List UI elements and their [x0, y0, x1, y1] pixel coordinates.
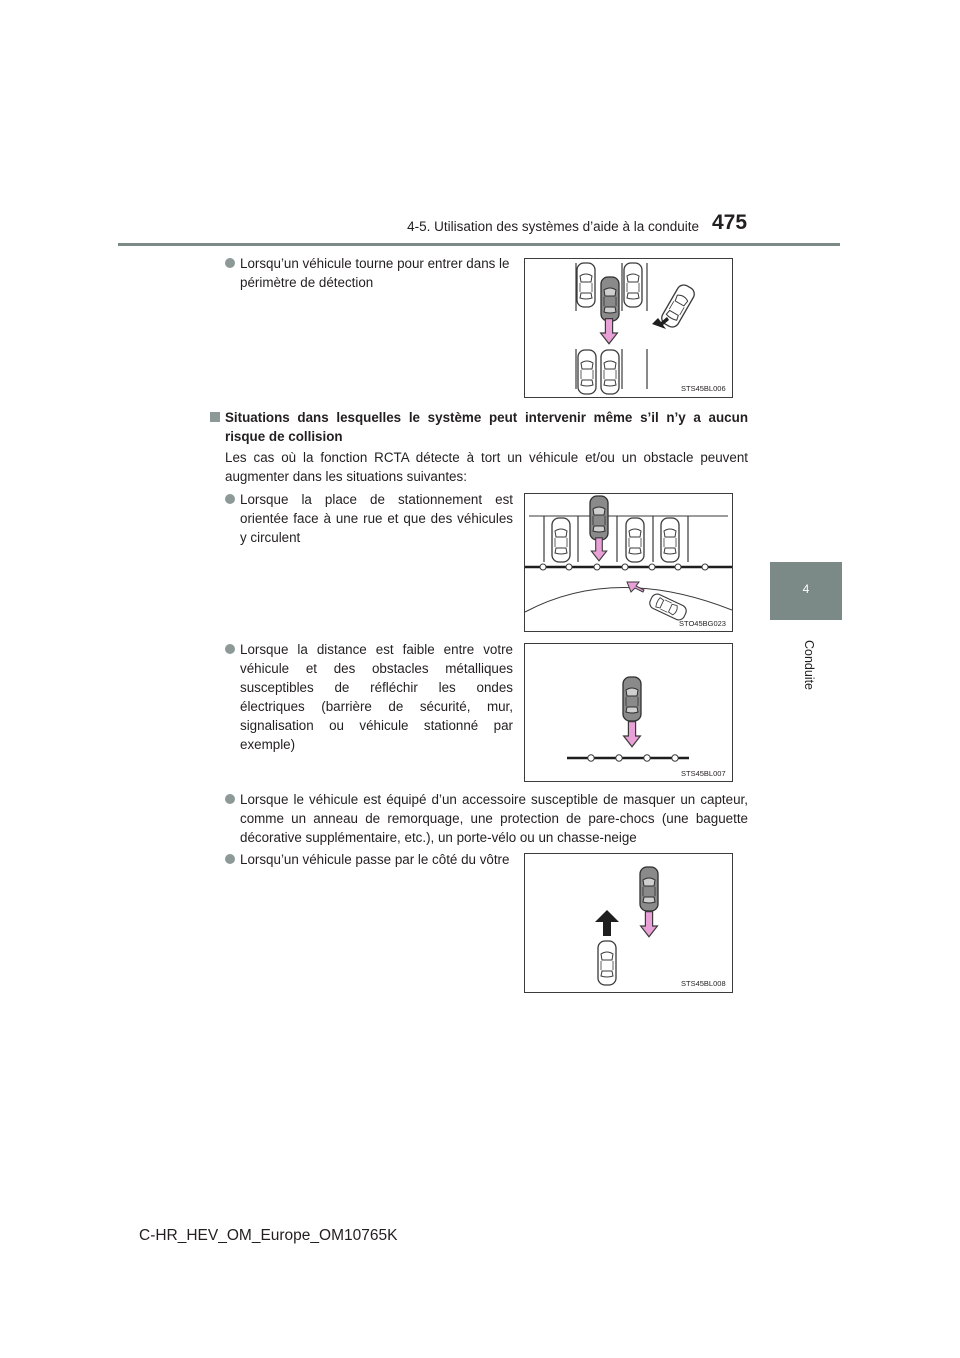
figure-street-parking: [524, 493, 733, 632]
bullet-item-metal: [225, 640, 513, 754]
bullet-dot-icon: [225, 494, 235, 504]
figure-code: STS45BL006: [681, 384, 726, 393]
section-title: 4-5. Utilisation des systèmes d’aide à la conduite: [407, 219, 699, 234]
chapter-side-label: Conduite: [802, 639, 816, 691]
bullet-dot-icon: [225, 854, 235, 864]
figure-turning-illustration: [525, 259, 732, 397]
bullet-text: Lorsque le véhicule est équipé d’un accessoire susceptible de masquer un capteur, comme un anneau de remorquage, une protection de pare-chocs (une baguette décorative supplémentaire, etc.), un porte-vélo ou un chasse-neige: [240, 792, 748, 845]
bullet-dot-icon: [225, 644, 235, 654]
bullet-dot-icon: [225, 794, 235, 804]
intro-paragraph: Les cas où la fonction RCTA détecte à tort un véhicule et/ou un obstacle peuvent augmenter dans les situations suivantes:: [225, 450, 748, 484]
page-number: 475: [712, 211, 748, 234]
bullet-text: Lorsqu’un véhicule tourne pour entrer dans le périmètre de détection: [240, 256, 510, 290]
figure-passing-vehicle: [524, 853, 733, 993]
figure-code: STS45BL007: [681, 769, 726, 778]
heading-text: Situations dans lesquelles le système peut intervenir même s’il n’y a aucun risque de collision: [225, 410, 748, 444]
section-heading: [210, 408, 748, 446]
bullet-text: Lorsque la place de stationnement est orientée face à une rue et que des véhicules y circulent: [240, 492, 513, 545]
bullet-item-street: [225, 490, 513, 547]
document-id-footer: C-HR_HEV_OM_Europe_OM10765K: [139, 1227, 398, 1244]
bullet-text: Lorsqu’un véhicule passe par le côté du vôtre: [240, 852, 510, 867]
chapter-tab: 4: [770, 562, 842, 620]
figure-code: STS45BL008: [681, 979, 726, 988]
figure-code: STO45BG023: [679, 619, 726, 628]
figure-metal-obstacle: [524, 643, 733, 782]
figure-passing-illustration: [525, 854, 732, 992]
figure-metal-illustration: [525, 644, 732, 781]
square-marker-icon: [210, 412, 220, 422]
bullet-text: Lorsque la distance est faible entre votre véhicule et des obstacles métalliques susceptibles de réfléchir les ondes électriques (barrière de sécurité, mur, signalisation ou véhicule stationné par exemple): [240, 642, 513, 752]
header-rule: [118, 243, 840, 246]
figure-turning-vehicle: [524, 258, 733, 398]
bullet-item-accessory: [225, 790, 748, 847]
bullet-dot-icon: [225, 258, 235, 268]
figure-street-illustration: [525, 494, 732, 631]
bullet-item-turning: [225, 254, 513, 292]
bullet-item-passing: [225, 850, 513, 869]
